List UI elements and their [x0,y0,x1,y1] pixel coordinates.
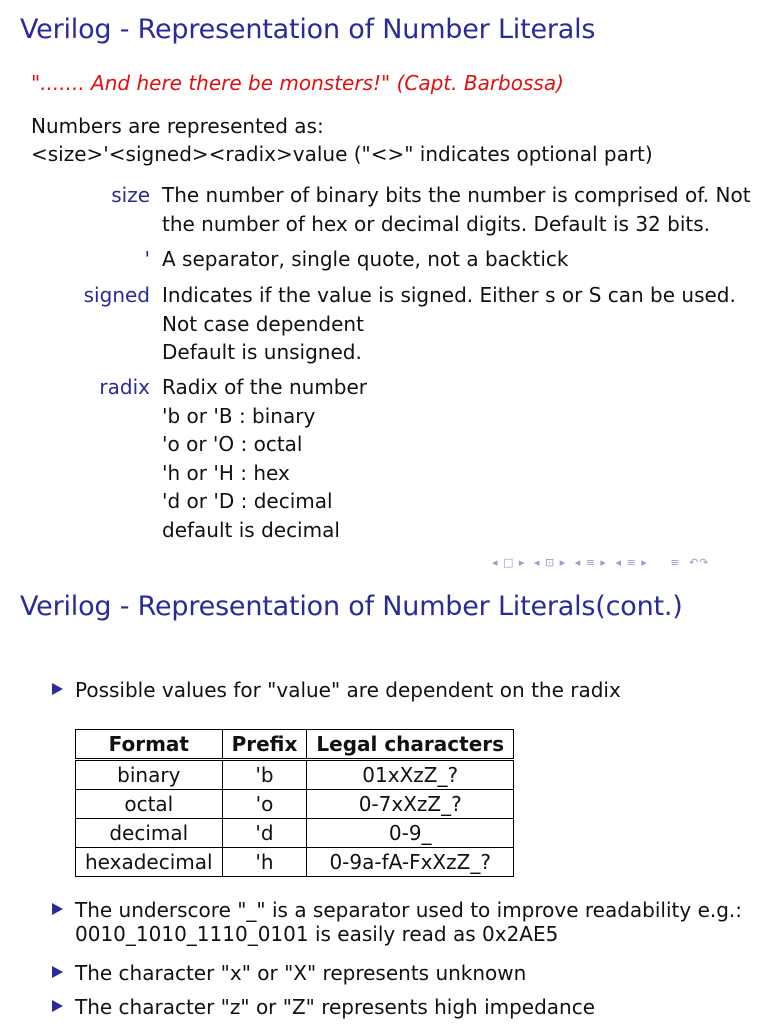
table-row [76,848,514,877]
column-header: Prefix [222,730,307,760]
definition-line: Indicates if the value is signed. Either s or S can be used. [162,283,736,307]
definition-term: size [111,183,150,207]
table-cell: 'd [222,819,307,848]
bullet-text: The character "z" or "Z" represents high impedance [75,995,596,1019]
definition-line: Radix of the number [162,375,368,399]
table-cell: binary [76,760,223,790]
beamer-navigation-bar [492,556,713,569]
table-cell: 01xXzZ_? [307,760,514,790]
slide-title: Verilog - Representation of Number Literals [20,14,596,45]
column-header: Legal characters [307,730,514,760]
table-cell: 'b [222,760,307,790]
table-cell: hexadecimal [76,848,223,877]
bullet-text: Possible values for "value" are dependent on the radix [75,678,621,702]
definition-line: Not case dependent [162,311,364,336]
table-cell: decimal [76,819,223,848]
table-cell: 0-9_ [307,819,514,848]
definition-line: 'd or 'D : decimal [162,489,333,514]
frame-nav-icon[interactable]: ◂ □ ▸ [492,556,526,569]
bullet-text: The underscore "_" is a separator used to improve readability e.g.: [75,898,743,922]
definition-line: The number of binary bits the number is comprised of. Not [162,183,751,207]
bullet-text: The character "x" or "X" represents unknown [75,961,527,985]
table-cell: 'o [222,790,307,819]
table-cell: octal [76,790,223,819]
bullet-triangle-icon [52,683,63,695]
definition-term: signed [83,283,150,307]
definition-line: 'o or 'O : octal [162,432,303,457]
definition-line: default is decimal [162,517,340,542]
definition-term: radix [99,375,150,399]
table-cell: 0-7xXzZ_? [307,790,514,819]
definition-term: ' [144,247,150,271]
definition-line: 'h or 'H : hex [162,460,290,485]
definition-line: A separator, single quote, not a backtick [162,247,569,271]
subsection-nav-icon[interactable]: ◂ ⊡ ▸ [533,556,567,569]
bullet-item [52,678,621,702]
definition-line: Default is unsigned. [162,340,362,365]
table-row [76,760,514,790]
search-back-forward-icon[interactable]: ↶↷ [688,556,710,569]
slide-title-cont: Verilog - Representation of Number Literals(cont.) [20,591,683,622]
intro-line-1: Numbers are represented as: [31,114,324,138]
bullet-triangle-icon [52,1000,63,1012]
table-row [76,819,514,848]
number-format-table [75,729,514,877]
bullet-item [52,995,595,1019]
table-cell: 0-9a-fA-FxXzZ_? [307,848,514,877]
bullet-triangle-icon [52,966,63,978]
part-nav-icon[interactable]: ◂ ≡ ▸ [615,556,648,569]
bullet-item [52,961,526,985]
definition-line: 'b or 'B : binary [162,403,316,428]
bullet-item [52,898,742,946]
table-cell: 'h [222,848,307,877]
section-nav-icon[interactable]: ◂ ≡ ▸ [574,556,607,569]
column-header: Format [76,730,223,760]
definition-line: the number of hex or decimal digits. Default is 32 bits. [162,211,710,236]
bullet-text-continued: 0010_1010_1110_0101 is easily read as 0x2AE5 [75,922,559,946]
table-row [76,790,514,819]
quote-text: "....... And here there be monsters!" (Capt. Barbossa) [31,71,564,95]
table-header-row [76,730,514,760]
intro-line-2: <size>'<signed><radix>value ("<>" indicates optional part) [31,142,653,166]
bullet-triangle-icon [52,903,63,915]
toc-icon[interactable]: ≡ [670,556,681,569]
